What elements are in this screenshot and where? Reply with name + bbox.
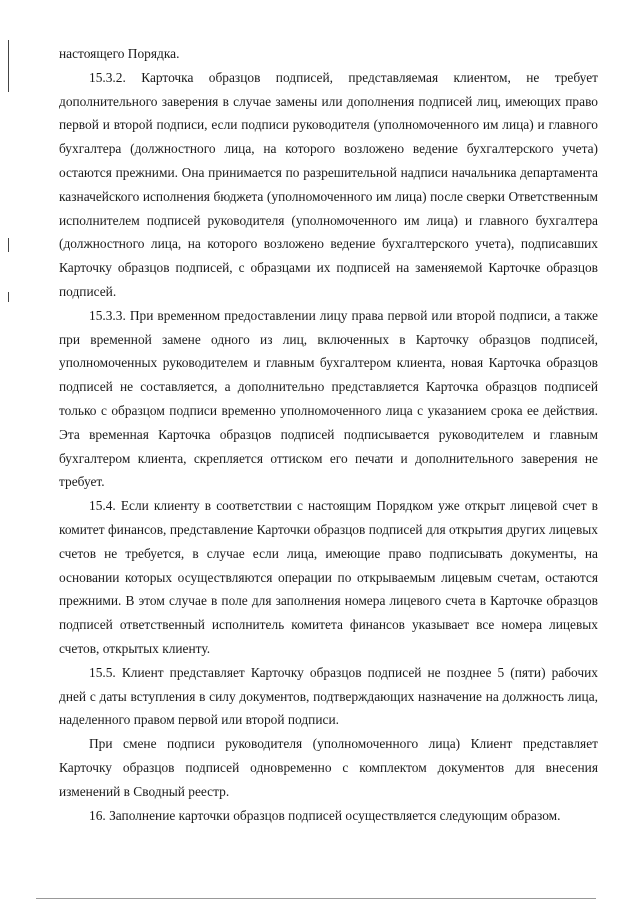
scan-margin-mark [8,292,9,302]
paragraph-15-4: 15.4. Если клиенту в соответствии с настоящим Порядком уже открыт лицевой счет в комитет финансов, представление Карточки образцов подписей для открытия других лицевых счетов не требуется, в случае если лица, имеющие право подписывать документы, на основании которых осуществляются операции по открываемым лицевым счетам, остаются прежними. В этом случае в поле для заполнения номера лицевого счета в Карточке образцов подписей ответственный исполнитель комитета финансов указывает все номера лицевых счетов, открытых клиенту. [59,498,598,656]
paragraph-continuation: настоящего Порядка. [59,46,180,61]
paragraph-15-3-2: 15.3.2. Карточка образцов подписей, представляемая клиентом, не требует дополнительного заверения в случае замены или дополнения подписей лиц, имеющих право первой и второй подписи, если подписи руководителя (уполномоченного им лица) и главного бухгалтера (должностного лица, на которого возложено ведение бухгалтерского учета) остаются прежними. Она принимается по разрешительной надписи начальника департамента казначейского исполнения бюджета (уполномоченного им лица) после сверки Ответственным исполнителем подписей руководителя (уполномоченного им лица) и главного бухгалтера (должностного лица, на которого возложено ведение бухгалтерского учета), подписавших Карточку образцов подписей, с образцами их подписей на заменяемой Карточке образцов подписей. [59,69,598,299]
scan-bottom-edge [36,898,596,899]
scan-margin-mark [8,40,9,92]
scan-margin-mark [8,238,9,252]
document-body [59,42,598,827]
paragraph-16: 16. Заполнение карточки образцов подписей осуществляется следующим образом. [89,807,561,823]
paragraph-15-5: 15.5. Клиент представляет Карточку образцов подписей не позднее 5 (пяти) рабочих дней с даты вступления в силу документов, подтверждающих назначение на должность лица, наделенного правом первой или второй подписи. [59,664,598,728]
paragraph-signature-change: При смене подписи руководителя (уполномоченного лица) Клиент представляет Карточку образцов подписей одновременно с комплектом документов для внесения изменений в Сводный реестр. [59,736,598,799]
paragraph-15-3-3: 15.3.3. При временном предоставлении лицу права первой или второй подписи, а также при временной замене одного из лиц, включенных в Карточку образцов подписей, уполномоченных руководителем и главным бухгалтером клиента, новая Карточка образцов подписей не составляется, а дополнительно представляется Карточка образцов подписей только с образцом подписи временно уполномоченного лица с указанием срока ее действия. Эта временная Карточка образцов подписей подписывается руководителем и главным бухгалтером клиента, скрепляется оттиском его печати и дополнительного заверения не требует. [59,307,598,490]
